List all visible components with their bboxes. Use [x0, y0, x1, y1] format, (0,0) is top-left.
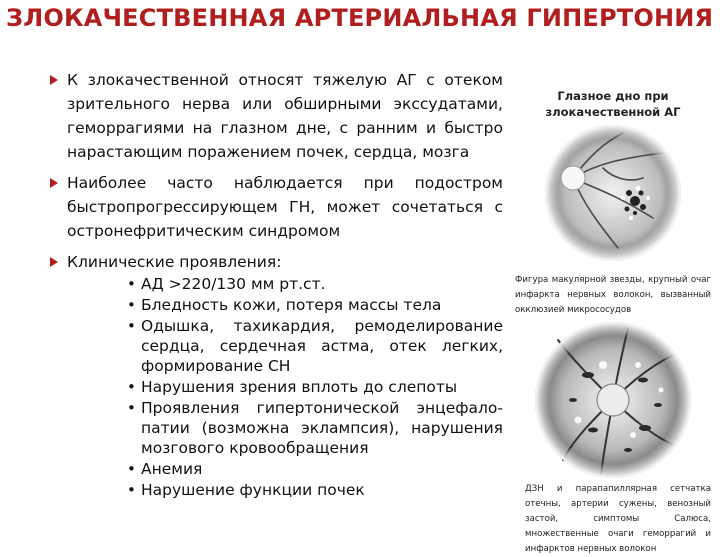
- list-item-text: Анемия: [141, 460, 203, 478]
- list-item: [127, 316, 503, 376]
- manifestations-list: [47, 274, 503, 500]
- dot-icon: •: [127, 296, 136, 314]
- list-item: [127, 459, 503, 479]
- bullet-occurrence: [47, 171, 503, 243]
- bullet-text: К злокачественной относят тяжелую АГ с отеком зрительного нерва или обширными экссудатами, геморрагиями на глазном дне, с ранним и быстро нарастающим поражением почек, сердца, мозга: [67, 71, 503, 161]
- list-item-text: Нарушения зрения вплоть до слепоты: [141, 378, 458, 396]
- triangle-right-icon: [50, 178, 58, 188]
- bullet-text: Наиболее часто наблюдается при подостром быстропрогрессирующем ГН, может сочетаться с остронефритическим синдромом: [67, 174, 503, 240]
- fundus-image-macular-star: [543, 123, 683, 263]
- dot-icon: •: [127, 275, 136, 293]
- fundus-panel: [515, 88, 711, 557]
- dot-icon: •: [127, 460, 136, 478]
- main-content: [47, 68, 503, 501]
- list-item-text: Одышка, тахикардия, ремоделирование сердца, сердечная астма, отек легких, формирование СН: [141, 317, 503, 375]
- triangle-right-icon: [50, 75, 58, 85]
- fundus-image-papilledema: [533, 320, 693, 480]
- list-item-text: АД >220/130 мм рт.ст.: [141, 275, 326, 293]
- note-papilledema: ДЗН и парапапиллярная сетчатка отечны, артерии сужены, венозный застой, симптомы Салюса, множественные очаги геморрагий и инфарктов нервных волокон: [525, 484, 711, 554]
- dot-icon: •: [127, 399, 136, 417]
- bullet-definition: [47, 68, 503, 164]
- note-macular-star: Фигура макулярной звезды, крупный очаг инфаркта нервных волокон, вызванный окклюзией микрососудов: [515, 275, 711, 315]
- bullet-text: Клинические проявления:: [67, 253, 282, 271]
- bullet-clinical: [47, 250, 503, 274]
- slide-title: ЗЛОКАЧЕСТВЕННАЯ АРТЕРИАЛЬНАЯ ГИПЕРТОНИЯ: [6, 4, 714, 32]
- list-item: [127, 480, 503, 500]
- triangle-right-icon: [50, 257, 58, 267]
- list-item: [127, 274, 503, 294]
- list-item-text: Нарушение функции почек: [141, 481, 365, 499]
- list-item: [127, 398, 503, 458]
- dot-icon: •: [127, 481, 136, 499]
- list-item-text: Бледность кожи, потеря массы тела: [141, 296, 442, 314]
- list-item: [127, 295, 503, 315]
- list-item-text: Проявления гипертонической энцефало-патии (возможна эклампсия), нарушения мозгового кровообращения: [141, 399, 503, 457]
- dot-icon: •: [127, 378, 136, 396]
- fundus-caption: Глазное дно при злокачественной АГ: [545, 89, 681, 119]
- dot-icon: •: [127, 317, 136, 335]
- list-item: [127, 377, 503, 397]
